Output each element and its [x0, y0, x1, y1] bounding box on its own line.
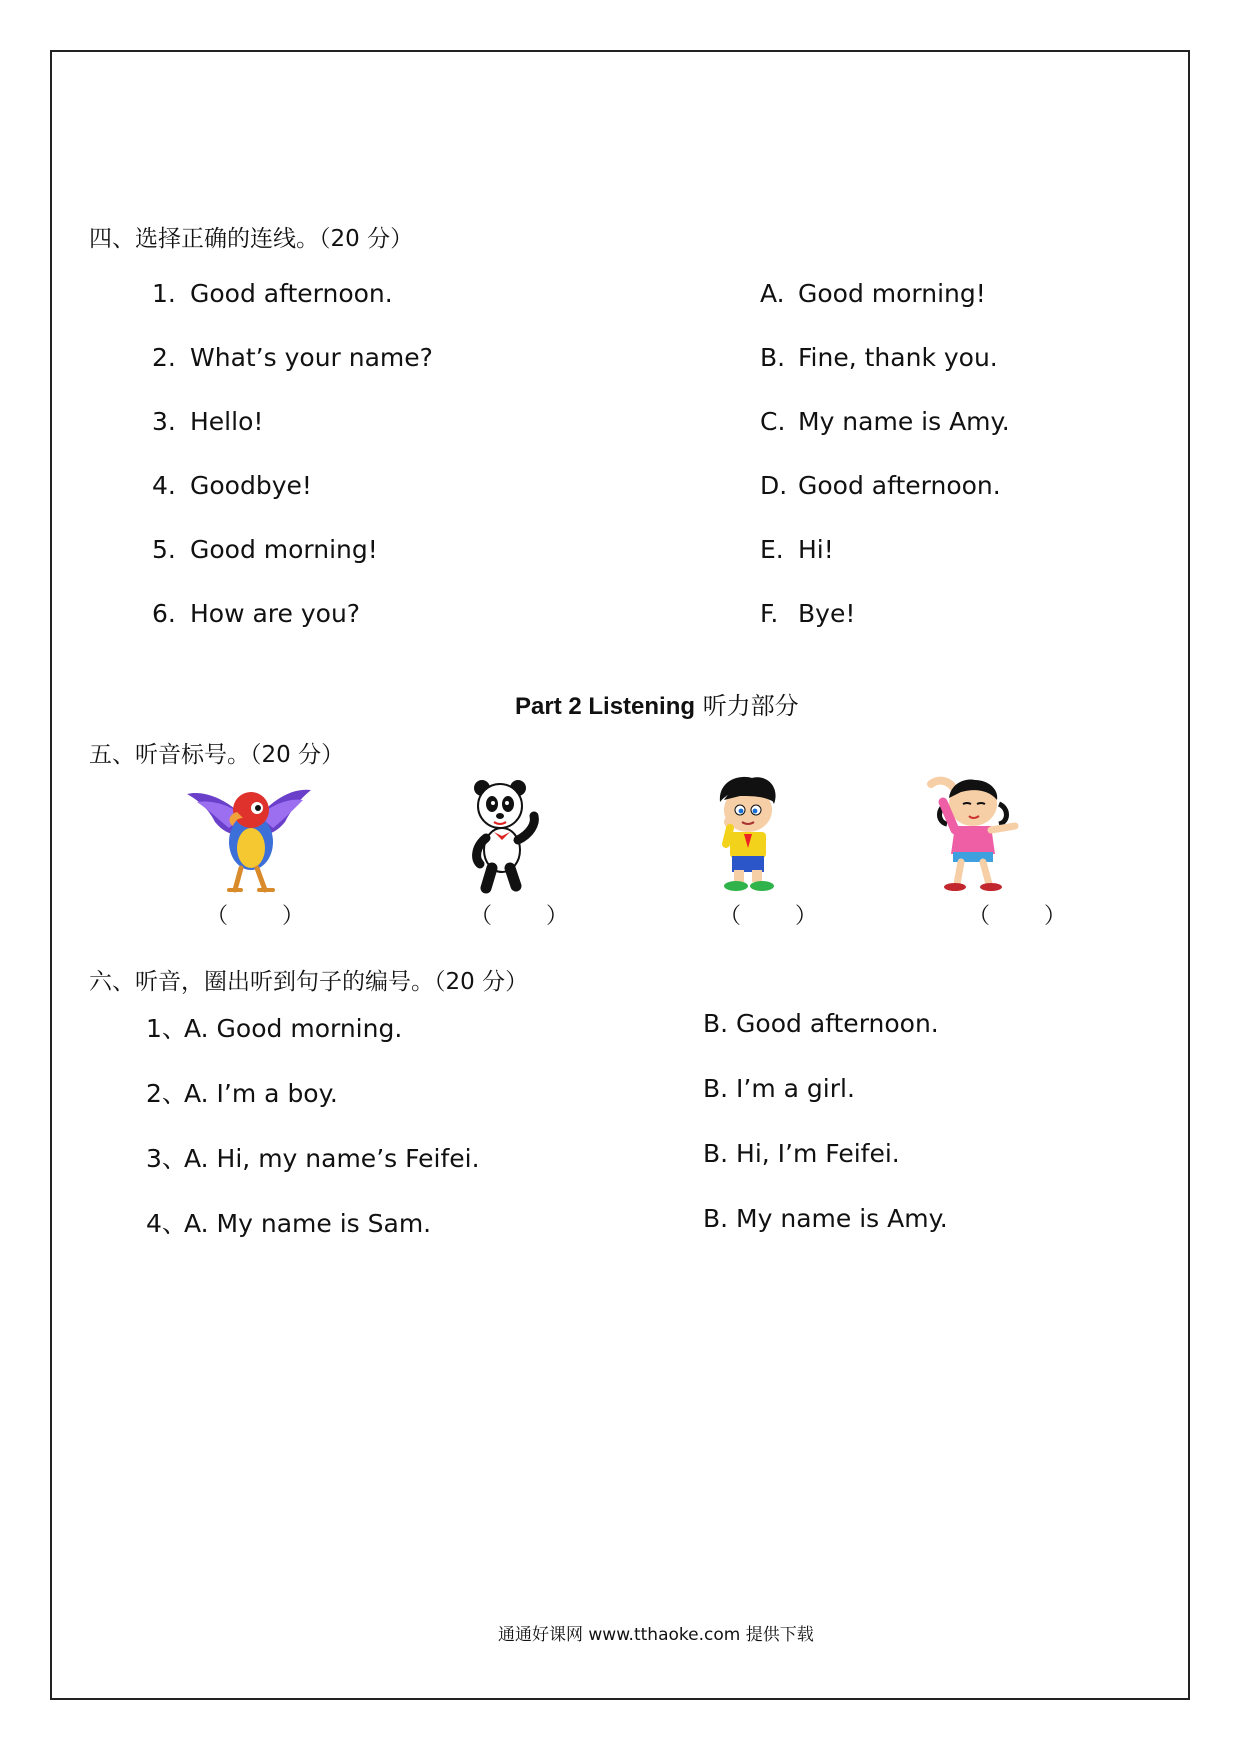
listening-row: 2、A. I’m a boy.: [146, 1079, 338, 1108]
answer-blank[interactable]: （ ）: [206, 904, 305, 929]
matching-right-item: E. Hi!: [760, 535, 834, 564]
section5-heading: 五、听音标号。（20 分）: [89, 742, 345, 768]
answer-blank[interactable]: （ ）: [470, 904, 569, 929]
option-a[interactable]: A. I’m a boy.: [184, 1079, 338, 1108]
boy-image: [710, 774, 786, 894]
option-a[interactable]: A. My name is Sam.: [184, 1209, 432, 1238]
matching-left-item: 6. How are you?: [152, 599, 361, 628]
part2-title-rest: 听力部分: [702, 692, 799, 720]
matching-right-item: D. Good afternoon.: [760, 471, 1001, 500]
option-a[interactable]: A. Hi, my name’s Feifei.: [184, 1144, 480, 1173]
panda-image: [468, 776, 548, 894]
option-b[interactable]: B. I’m a girl.: [703, 1074, 855, 1103]
answer-blank[interactable]: （ ）: [968, 904, 1067, 929]
option-b[interactable]: B. Hi, I’m Feifei.: [703, 1139, 900, 1168]
matching-right-item: C. My name is Amy.: [760, 407, 1010, 436]
section4-heading: 四、选择正确的连线。（20 分）: [89, 226, 414, 252]
girl-image: [925, 774, 1021, 894]
option-b[interactable]: B. My name is Amy.: [703, 1204, 948, 1233]
matching-left-item: 3. Hello!: [152, 407, 264, 436]
listening-row: 3、A. Hi, my name’s Feifei.: [146, 1144, 480, 1173]
option-a[interactable]: A. Good morning.: [184, 1014, 403, 1043]
section6-heading: 六、听音，圈出听到句子的编号。（20 分）: [89, 969, 529, 995]
matching-left-item: 2. What’s your name?: [152, 343, 433, 372]
part2-title-bold: Part 2 Listening: [515, 693, 696, 720]
answer-blank[interactable]: （ ）: [719, 904, 818, 929]
listening-row: 4、A. My name is Sam.: [146, 1209, 432, 1238]
matching-left-item: 5. Good morning!: [152, 535, 378, 564]
matching-right-item: F. Bye!: [760, 599, 856, 628]
footer-source: 通通好课网 www.tthaoke.com 提供下载: [498, 1625, 814, 1645]
listening-row: 1、A. Good morning.: [146, 1014, 403, 1043]
matching-left-item: 4. Goodbye!: [152, 471, 312, 500]
matching-right-item: A. Good morning!: [760, 279, 986, 308]
option-b[interactable]: B. Good afternoon.: [703, 1009, 939, 1038]
parrot-image: [185, 778, 315, 896]
matching-left-item: 1. Good afternoon.: [152, 279, 393, 308]
part2-title: [515, 686, 799, 721]
matching-right-item: B. Fine, thank you.: [760, 343, 998, 372]
